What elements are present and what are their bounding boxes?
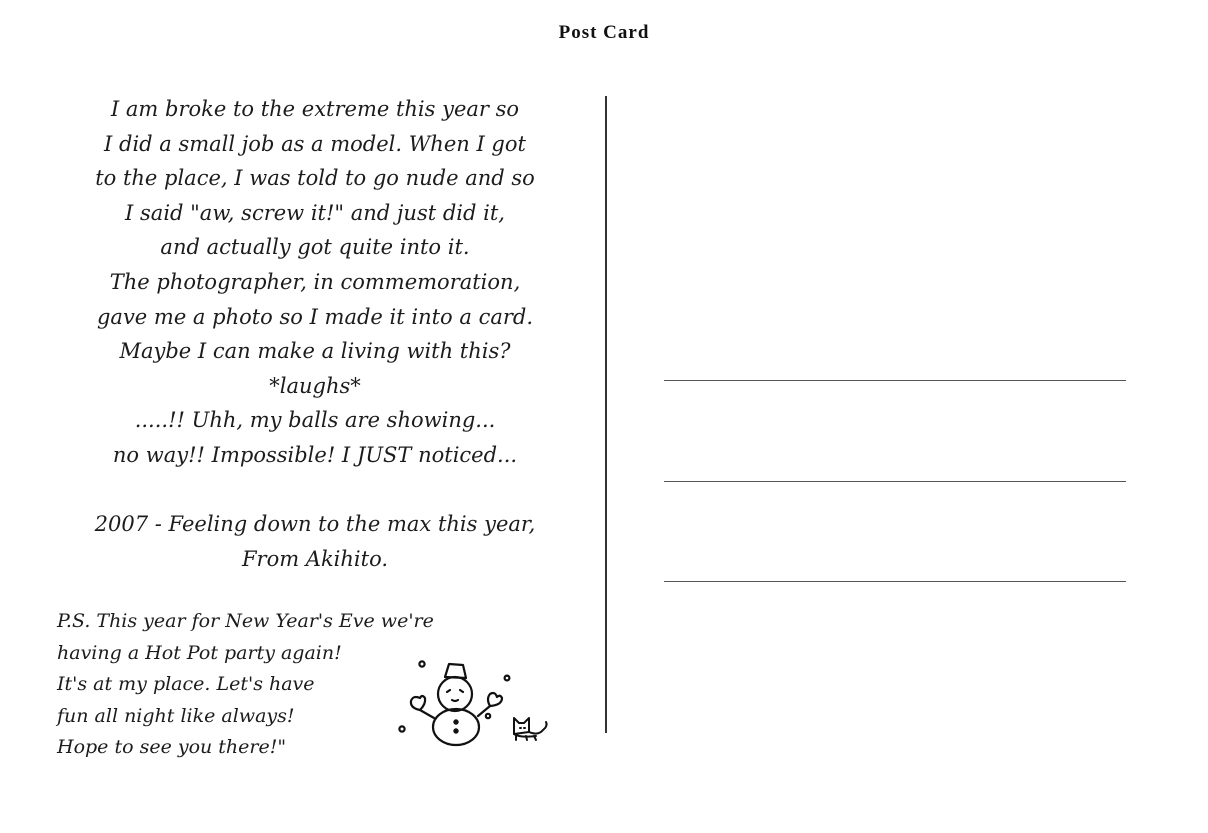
address-line	[664, 581, 1126, 582]
postscript-line: P.S. This year for New Year's Eve we're	[57, 610, 434, 632]
postscript-line: having a Hot Pot party again!	[57, 641, 342, 664]
message-line: *laughs*	[269, 373, 361, 398]
address-line	[664, 380, 1126, 381]
message-line: .....!! Uhh, my balls are showing...	[134, 408, 496, 433]
address-line	[664, 481, 1126, 482]
message-line: The photographer, in commemoration,	[109, 269, 521, 294]
message-line: I did a small job as a model. When I got	[104, 131, 526, 156]
postscript-line: fun all night like always!	[57, 704, 295, 727]
signoff	[40, 507, 590, 576]
message-line: and actually got quite into it.	[160, 235, 470, 260]
postscript-line: It's at my place. Let's have	[57, 673, 315, 695]
cat-icon	[514, 718, 547, 740]
message-line: I am broke to the extreme this year so	[110, 97, 520, 121]
message-line: gave me a photo so I made it into a card.	[96, 304, 534, 329]
signoff-line: 2007 - Feeling down to the max this year,	[94, 512, 536, 536]
center-divider	[605, 96, 607, 733]
postcard-title: Post Card	[558, 22, 650, 43]
message-line: no way!! Impossible! I JUST noticed...	[112, 442, 518, 467]
message-body	[40, 92, 590, 473]
signoff-line: From Akihito.	[241, 546, 389, 571]
snowman-icon	[396, 656, 556, 748]
message-line: to the place, I was told to go nude and so	[95, 166, 535, 191]
postscript-line: Hope to see you there!"	[57, 736, 287, 758]
message-line: Maybe I can make a living with this?	[119, 339, 511, 364]
message-line: I said "aw, screw it!" and just did it,	[125, 200, 505, 225]
